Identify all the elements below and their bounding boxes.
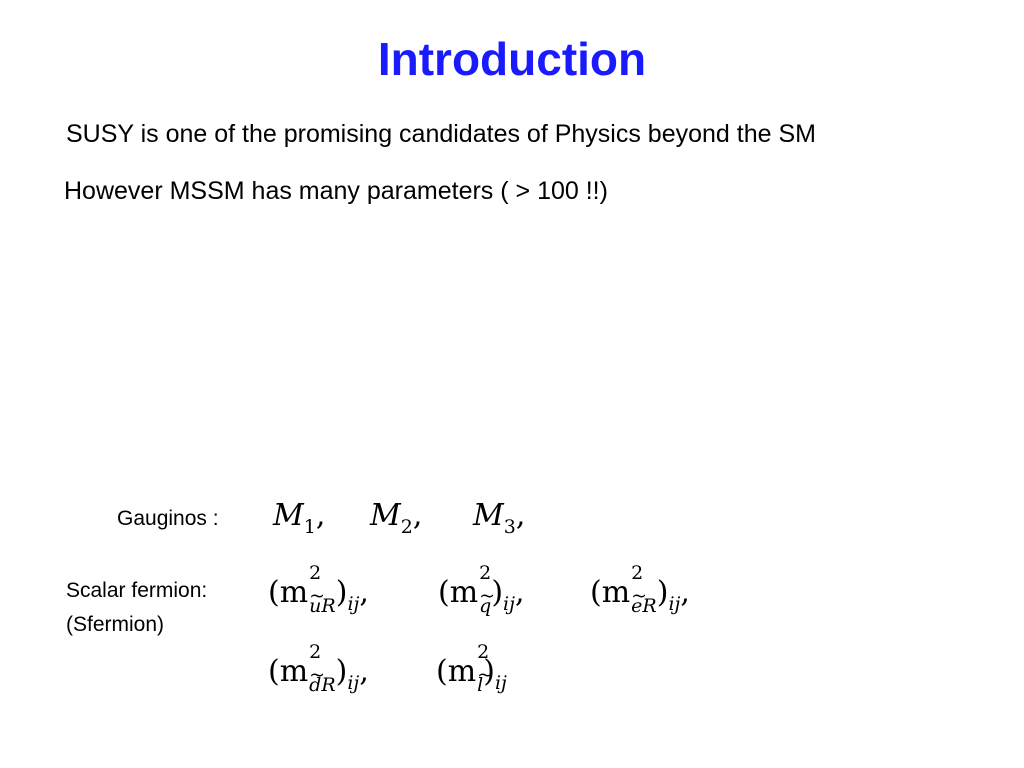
intro-line-susy: SUSY is one of the promising candidates of Physics beyond the SM [66, 120, 816, 148]
sfermion-mass-uR: (m 2 ~ $uR)_{ij}$, [268, 578, 369, 608]
sfermion-sublabel: (Sfermion) [66, 613, 165, 636]
intro-line-mssm: However MSSM has many parameters ( > 100 !!) [64, 177, 608, 205]
gauginos-label: Gauginos : [117, 507, 219, 530]
sfermion-mass-l: (m 2 ~ $l)_{ij}$ [436, 657, 507, 687]
slide-title: Introduction [377, 33, 647, 85]
sfermion-label: Scalar fermion: [66, 579, 208, 602]
gaugino-mass-m3: $M_3$, [473, 498, 526, 538]
gaugino-mass-m2: $M_2$, [370, 498, 423, 538]
sfermion-mass-eR: (m 2 ~ $eR)_{ij}$, [590, 578, 690, 608]
sfermion-mass-dR: (m 2 ~ $dR)_{ij}$, [268, 657, 369, 687]
gaugino-mass-m1: $M_1$, [273, 498, 326, 538]
sfermion-mass-q: (m 2 ~ $q)_{ij}$, [438, 578, 525, 608]
